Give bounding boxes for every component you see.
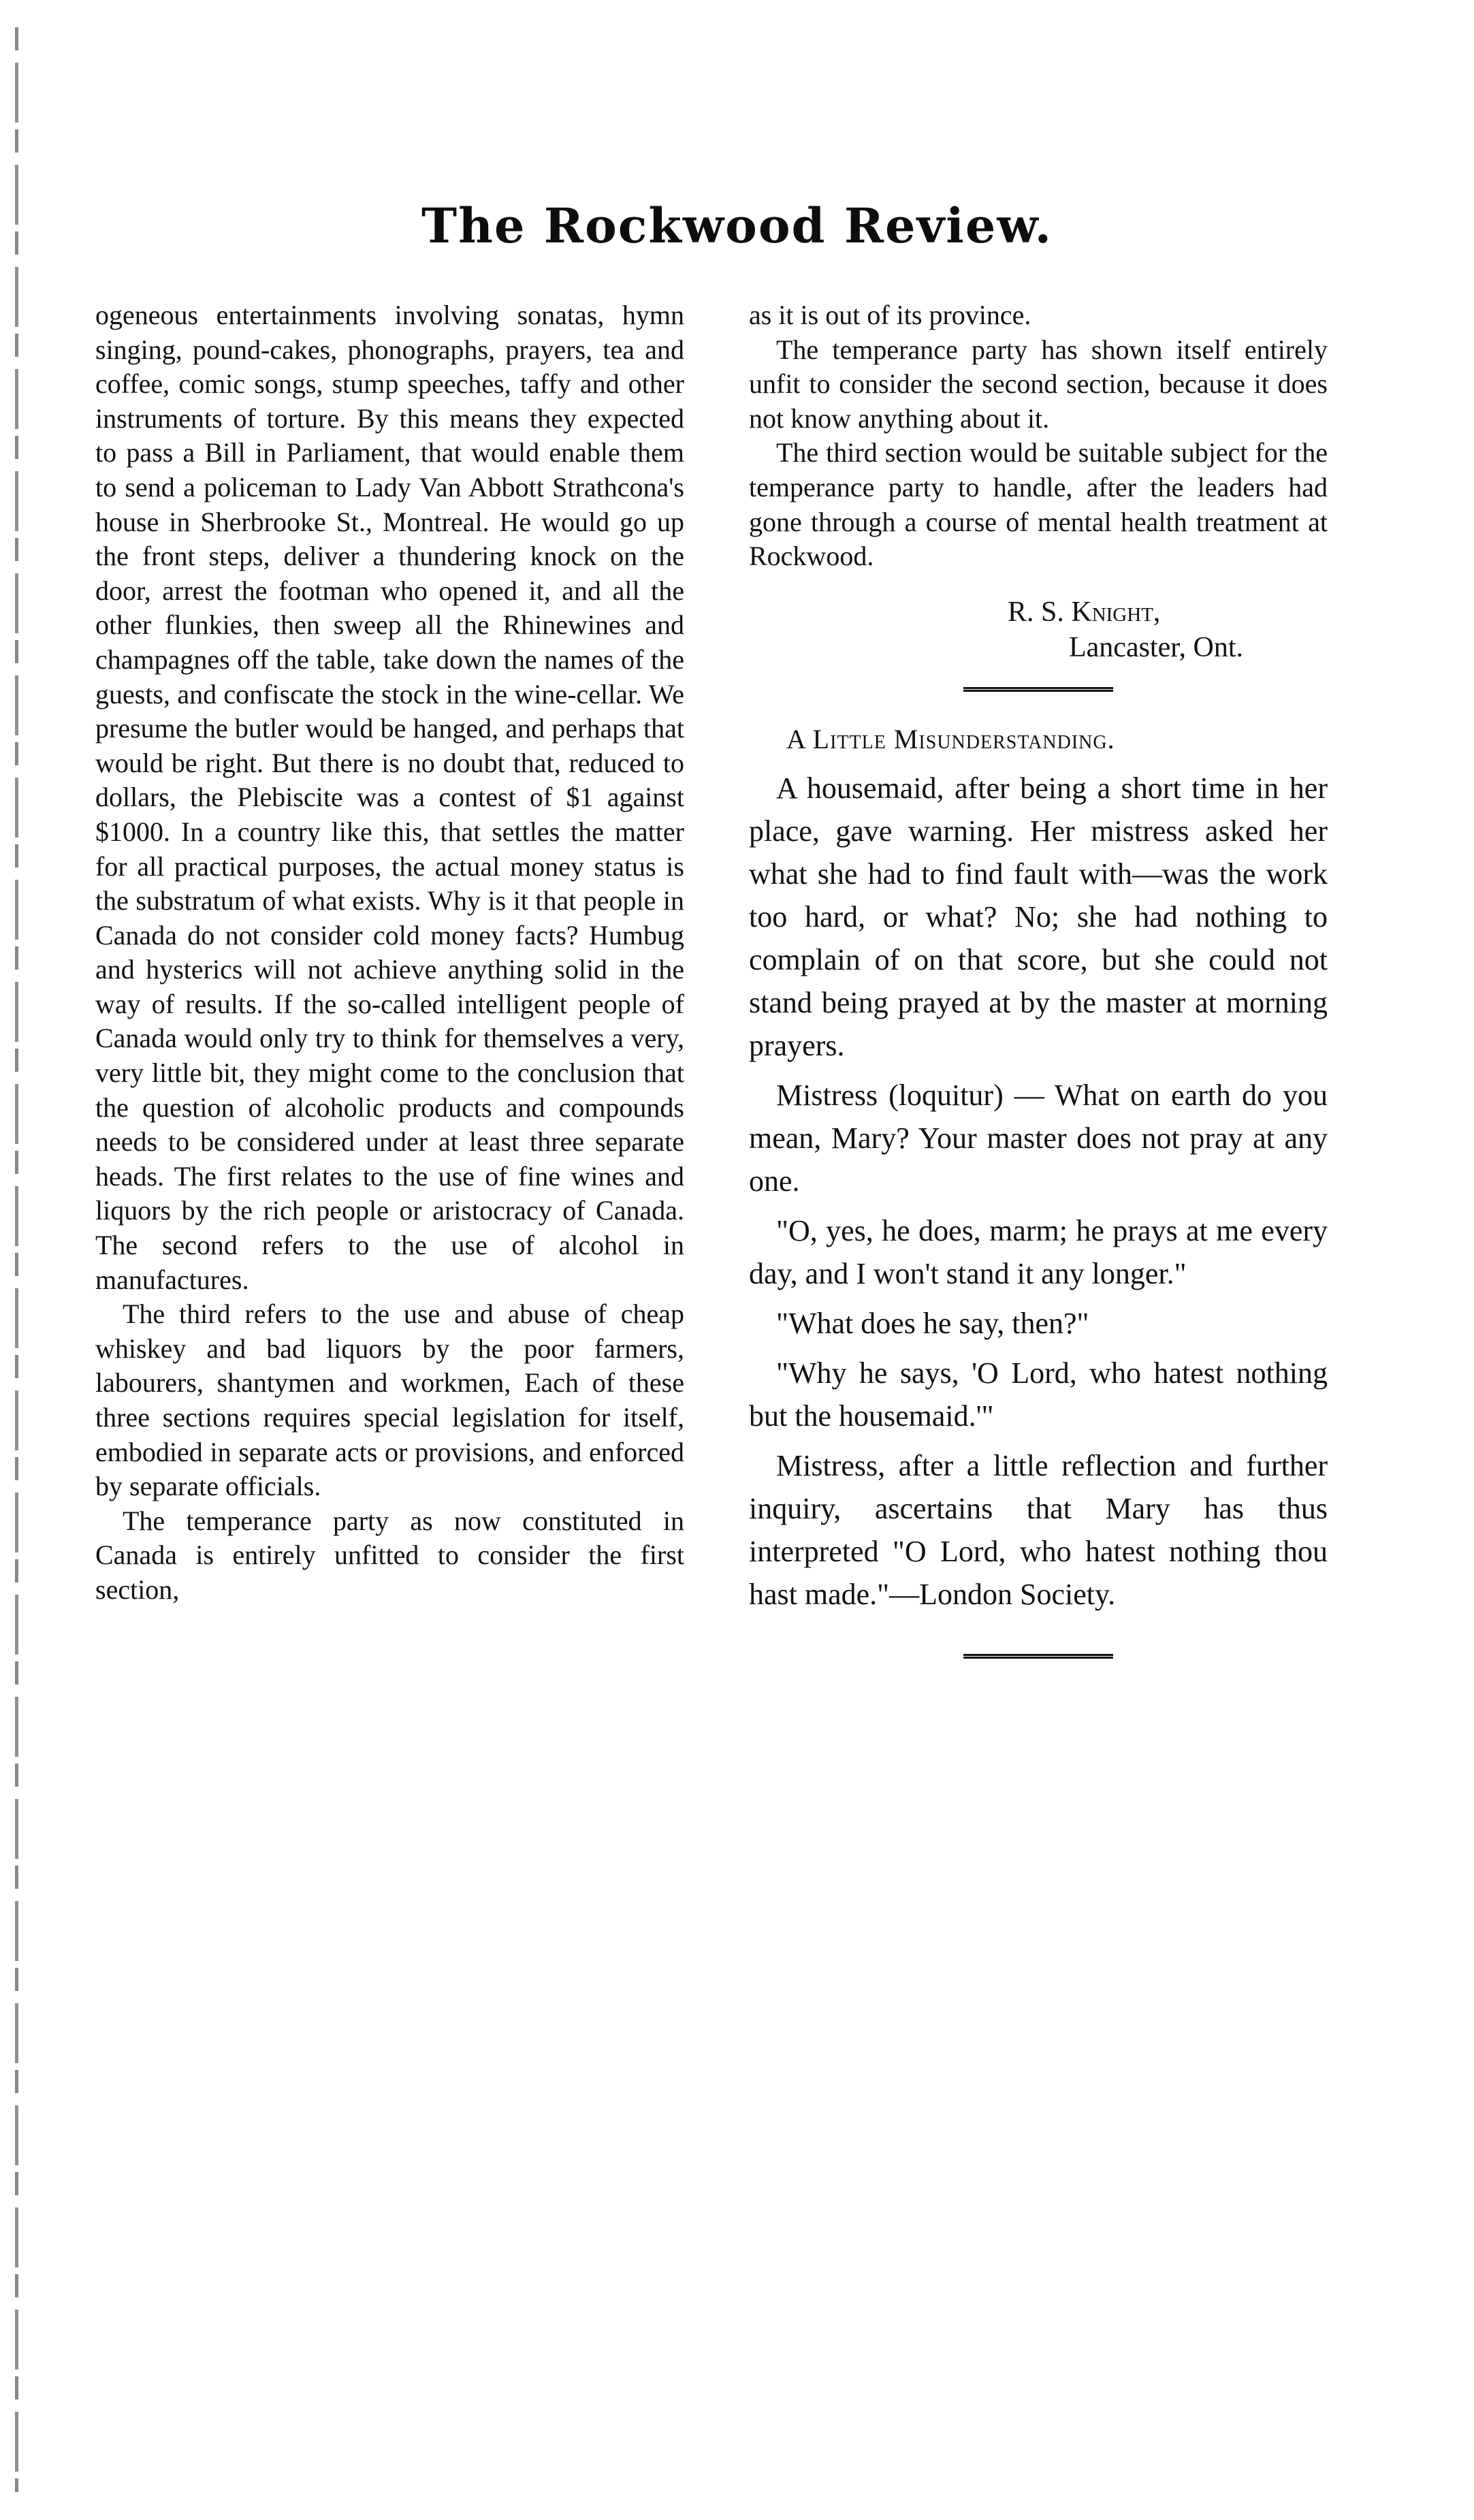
right-paragraph-2: The temperance party has shown itself entirely unfit to consider the second section, because it does not know anything about it. xyxy=(749,334,1328,434)
story-paragraph-3: "O, yes, he does, marm; he prays at me every day, and I won't stand it any longer." xyxy=(749,1213,1328,1290)
left-column xyxy=(95,298,684,1608)
right-paragraph-3: The third section would be suitable subject for the temperance party to handle, after the leaders had gone through a course of mental health treatment at Rockwood. xyxy=(749,437,1328,572)
story-body xyxy=(749,767,1328,1616)
left-paragraph-2: The third refers to the use and abuse of cheap whiskey and bad liquors by the poor farmers, labourers, shantymen and workmen, Each of these three sections requires special legislation for itself, embodied in separate acts or provisions, and enforced by separate officials. xyxy=(95,1298,684,1502)
end-divider xyxy=(963,1654,1113,1659)
masthead-title: The Rockwood Review. xyxy=(421,197,1053,254)
story-paragraph-2: Mistress (loquitur) — What on earth do you mean, Mary? Your master does not pray at any one. xyxy=(749,1078,1328,1198)
section-divider xyxy=(963,687,1113,692)
left-paragraph-3: The temperance party as now constituted in Canada is entirely unfitted to consider the first section, xyxy=(95,1505,684,1605)
story-paragraph-4: "What does he say, then?" xyxy=(776,1306,1089,1340)
story-title: A Little Misunderstanding. xyxy=(786,723,1115,754)
story-paragraph-5: "Why he says, 'O Lord, who hatest nothing but the housemaid.'" xyxy=(749,1356,1328,1433)
page-edge-binding xyxy=(15,27,18,2492)
right-column xyxy=(749,298,1328,1659)
right-paragraph-1: as it is out of its province. xyxy=(749,300,1031,330)
story-paragraph-1: A housemaid, after being a short time in her place, gave warning. Her mistress asked her what she had to find fault with—was the work too hard, or what? No; she had nothing to complain of on that score, but she could not stand being prayed at by the master at morning prayers. xyxy=(749,771,1328,1062)
signature-name: R. S. Knight, xyxy=(1008,596,1161,628)
left-paragraph-1: ogeneous entertainments involving sonatas, hymn singing, pound-cakes, phonographs, prayers, tea and coffee, comic songs, stump speeches, taffy and other instruments of torture. By this means they expected to pass a Bill in Parliament, that would enable them to send a policeman to Lady Van Abbott Strathcona's house in Sherbrooke St., Montreal. He would go up the front steps, deliver a thundering knock on the door, arrest the footman who opened it, and all the other flunkies, then sweep all the Rhinewines and champagnes off the table, take down the names of the guests, and confiscate the stock in the wine-cellar. We presume the butler would be hanged, and perhaps that would be right. But there is no doubt that, reduced to dollars, the Plebiscite was a contest of $1 against $1000. In a country like this, that settles the matter for all practical purposes, the actual money status is the substratum of what exists. Why is it that people in Canada do not consider cold money facts? Humbug and hysterics will not achieve anything solid in the way of results. If the so-called intelligent people of Canada would only try to think for themselves a very, very little bit, they might come to the conclusion that the question of alcoholic products and compounds needs to be considered under at least three separate heads. The first relates to the use of fine wines and liquors by the rich people or aristocracy of Canada. The second refers to the use of alcohol in manufactures. xyxy=(95,300,684,1295)
story-paragraph-6: Mistress, after a little reflection and further inquiry, ascertains that Mary has thus interpreted "O Lord, who hatest nothing thou hast made."—London Society. xyxy=(749,1448,1328,1611)
signature-place: Lancaster, Ont. xyxy=(1069,631,1244,663)
